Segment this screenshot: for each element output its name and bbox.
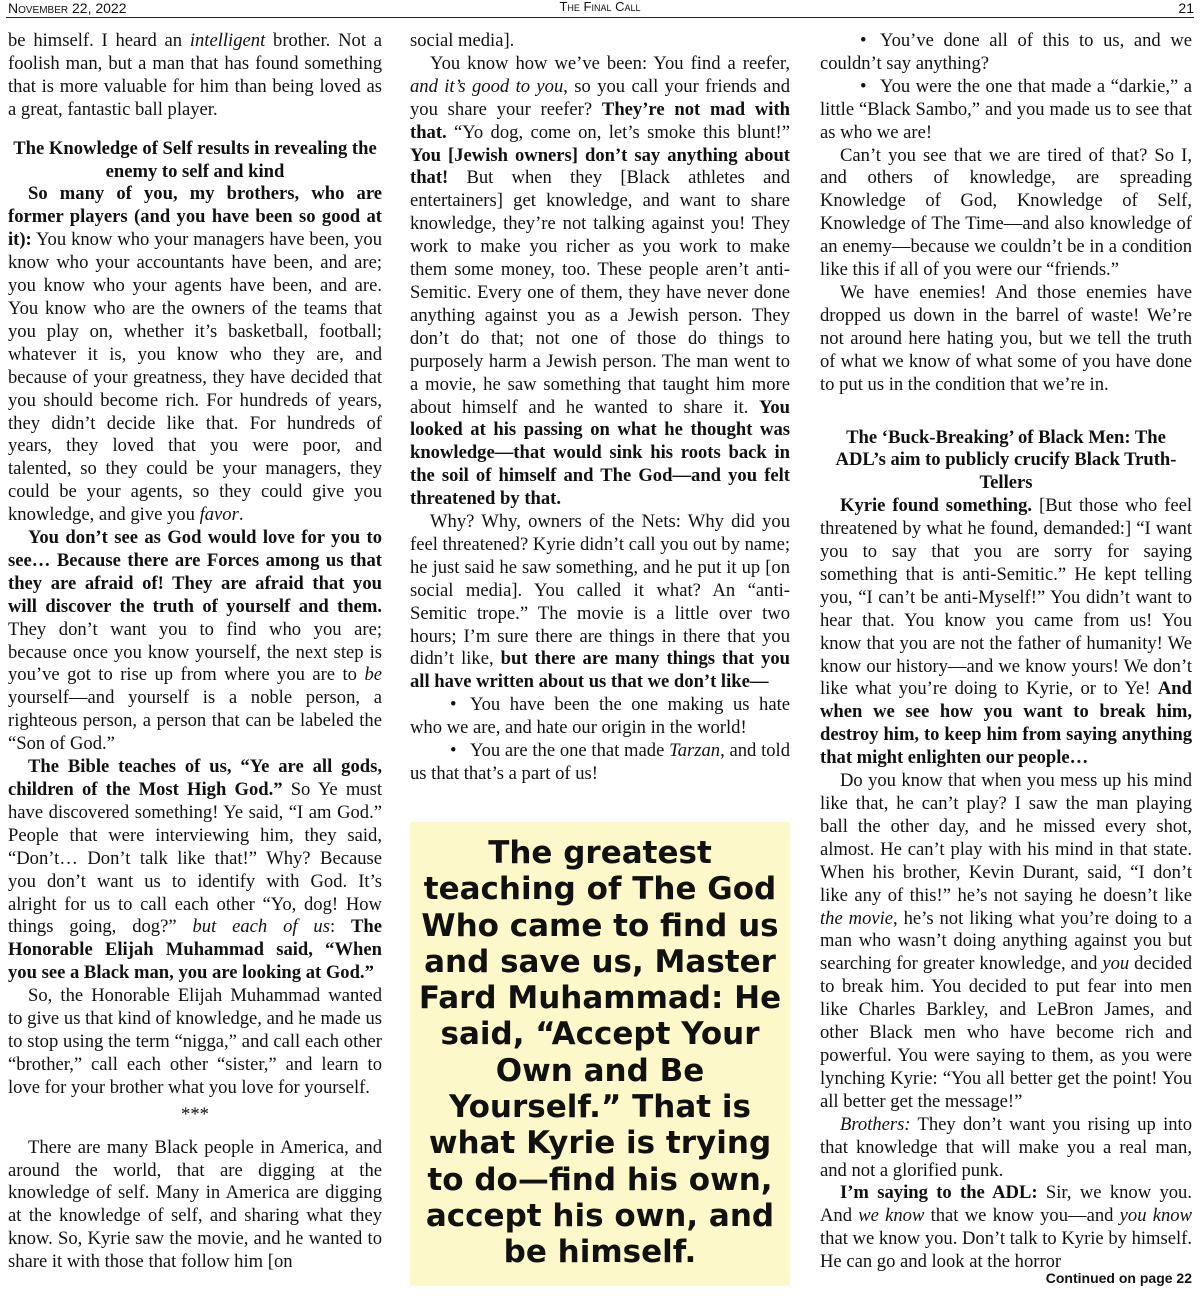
bullet-icon: • [450,694,457,716]
publication-name: The Final Call [559,0,641,14]
column-right [820,30,1192,1296]
bullet-icon: • [860,30,867,51]
paragraph: social media]. [410,30,515,51]
paragraph: You don’t see as God would love for you to see… Because there are Forces among us that they are afraid of! They are afraid that you will discover the truth of yourself and them. They don’t want you to find who you are; because once you know yourself, the next step is you’ve got to rise up from where you are to be yourself—and yourself is a noble person, a righteous person, a person that can be labeled the “Son of God.” [8,527,382,755]
page-number: 21 [1178,0,1194,16]
paragraph: Do you know that when you mess up his mind like that, he can’t play? I saw the man playing ball the other day, and he missed every shot, almost. He can’t play with his mind in that state. When his brother, Kevin Durant, said, “I don’t like any of this!” he’s not saying he doesn’t like the movie, he’s not liking what you’re doing to a man who wasn’t doing anything against you but searching for greater knowledge, and you decided to break him. You decided to put fear into men like Charles Barkley, and LeBron James, and other Black men who have become rich and powerful. You were saying to them, as you were lynching Kyrie: “You all better get the point! You all better get the message!” [820,770,1192,1112]
bullet-icon: • [860,75,867,97]
bullet-item: • You have been the one making us hate who we are, and hate our origin in the world! [410,694,790,739]
section-break: *** [181,1103,209,1125]
paragraph: We have enemies! And those enemies have dropped us down in the barrel of waste! We’re not around here hating you, but we tell the truth of what we know of what some of you have done to put us in the condition that we’re in. [820,281,1192,395]
bullet-item: • You were the one that made a “darkie,” a little “Black Sambo,” and you made us to see that as who we are! [820,75,1192,143]
pull-quote: The greatest teaching of The God Who came to find us and save us, Master Fard Muhammad: He said, “Accept Your Own and Be Yourself.” That is what Kyrie is trying to do—find his own, accept his own, and be himself. [410,822,790,1286]
column-left [8,30,382,1296]
paragraph: So, the Honorable Elijah Muhammad wanted to give us that kind of knowledge, and he made us to stop using the term “nigga,” and call each other “brother,” call each other “sister,” and learn to love for your brother what you love for yourself. [8,985,382,1098]
paragraph: I’m saying to the ADL: Sir, we know you. And we know that we know you—and you know that we know you. Don’t talk to Kyrie by himself. He can go and look at the horror [820,1182,1192,1273]
paragraph: You know how we’ve been: You find a reefer, and it’s good to you, so you call your friends and you share your reefer? They’re not mad with that. “Yo dog, come on, let’s smoke this blunt!” You [Jewish owners] don’t say anything about that! But when they [Black athletes and entertainers] get knowledge, and want to share knowledge, they’re not talking against you! They work to make you richer as you work to make them some money, too. These people aren’t anti-Semitic. Every one of them, they have never done anything against you as a Jewish person. They don’t do that; not one of those do things to purposely harm a Jewish person. The man went to a movie, he saw something that taught him more about himself and he wanted to share it. You looked at his passing on what he thought was knowledge—that would sink his roots back in the soil of himself and The God—and you felt threatened by that. [410,52,790,510]
paragraph: Kyrie found something. [But those who feel threatened by what he found, demanded:] “I want you to say that you are sorry for saying something that is anti-Semitic.” He kept telling you, “I can’t be anti-Myself!” You didn’t want to hear that. You know you came from us! You know that you are not the father of humanity! We know our history—and we know yours! We don’t like what you’re doing to Kyrie, or to Ye! And when we see how you want to break him, destroy him, to keep him from saying anything that might enlighten our people… [820,495,1192,769]
column-middle [410,30,790,810]
subheading: The Knowledge of Self results in revealing the enemy to self and kind [13,137,377,182]
issue-date: November 22, 2022 [8,0,127,16]
page-header [6,0,1194,18]
bullet-item: • You are the one that made Tarzan, and told us that that’s a part of us! [410,740,790,784]
paragraph: There are many Black people in America, and around the world, that are digging at the knowledge of self. Many in America are digging at the knowledge of self, and sharing what they know. So, Kyrie saw the movie, and he wanted to share it with those that follow him [on [8,1136,382,1273]
paragraph: Brothers: They don’t want you rising up into that knowledge that will make you a real man, and not a glorified punk. [820,1113,1192,1181]
bullet-icon: • [450,740,457,762]
paragraph: The Bible teaches of us, “Ye are all gods, children of the Most High God.” So Ye must have discovered something! Ye said, “I am God.” People that were interviewing him, they said, “Don’t… Don’t talk like that!” Why? Because you don’t want us to identify with God. It’s alright for us to call each other “Yo, dog! How things going, dog?” but each of us: The Honorable Elijah Muhammad said, “When you see a Black man, you are looking at God.” [8,756,382,984]
paragraph: Why? Why, owners of the Nets: Why did you feel threatened? Kyrie didn’t call you out by name; he just said he saw something, and he put it up [on social media]. You called it what? An “anti-Semitic trope.” The movie is a little over two hours; I’m sure there are things in there that you didn’t like, but there are many things that you all have written about us that we don’t like— [410,511,790,693]
paragraph: So many of you, my brothers, who are former players (and you have been so good at it): You know who your managers have been, you know who your accountants have been, and are; you know who your agents have been, and are. You know who are the owners of the teams that you play on, whether it’s basketball, football; whatever it is, you know who they are, and because of your greatness, they have decided that you should become rich. For hundreds of years, they didn’t decide like that. For hundreds of years, they loved that you were poor, and talented, so they could be your managers, they could be your agents, so they could give you knowledge, and give you favor. [8,183,382,526]
paragraph: Can’t you see that we are tired of that? So I, and others of knowledge, are spreading Knowledge of God, Knowledge of Self, Knowledge of The Time—and also knowledge of an enemy—because we couldn’t be in a condition like this if all of you were our “friends.” [820,144,1192,281]
bullet-item: • You’ve done all of this to us, and we couldn’t say anything? [820,30,1192,74]
paragraph: be himself. I heard an intelligent brother. Not a foolish man, but a man that has found something that is more valuable for him than being loved as a great, fantastic ball player. [8,30,382,120]
continued-note: Continued on page 22 [1045,1270,1192,1286]
subheading: The ‘Buck-Breaking’ of Black Men: The ADL’s aim to publicly crucify Black Truth-Tellers [835,426,1177,494]
